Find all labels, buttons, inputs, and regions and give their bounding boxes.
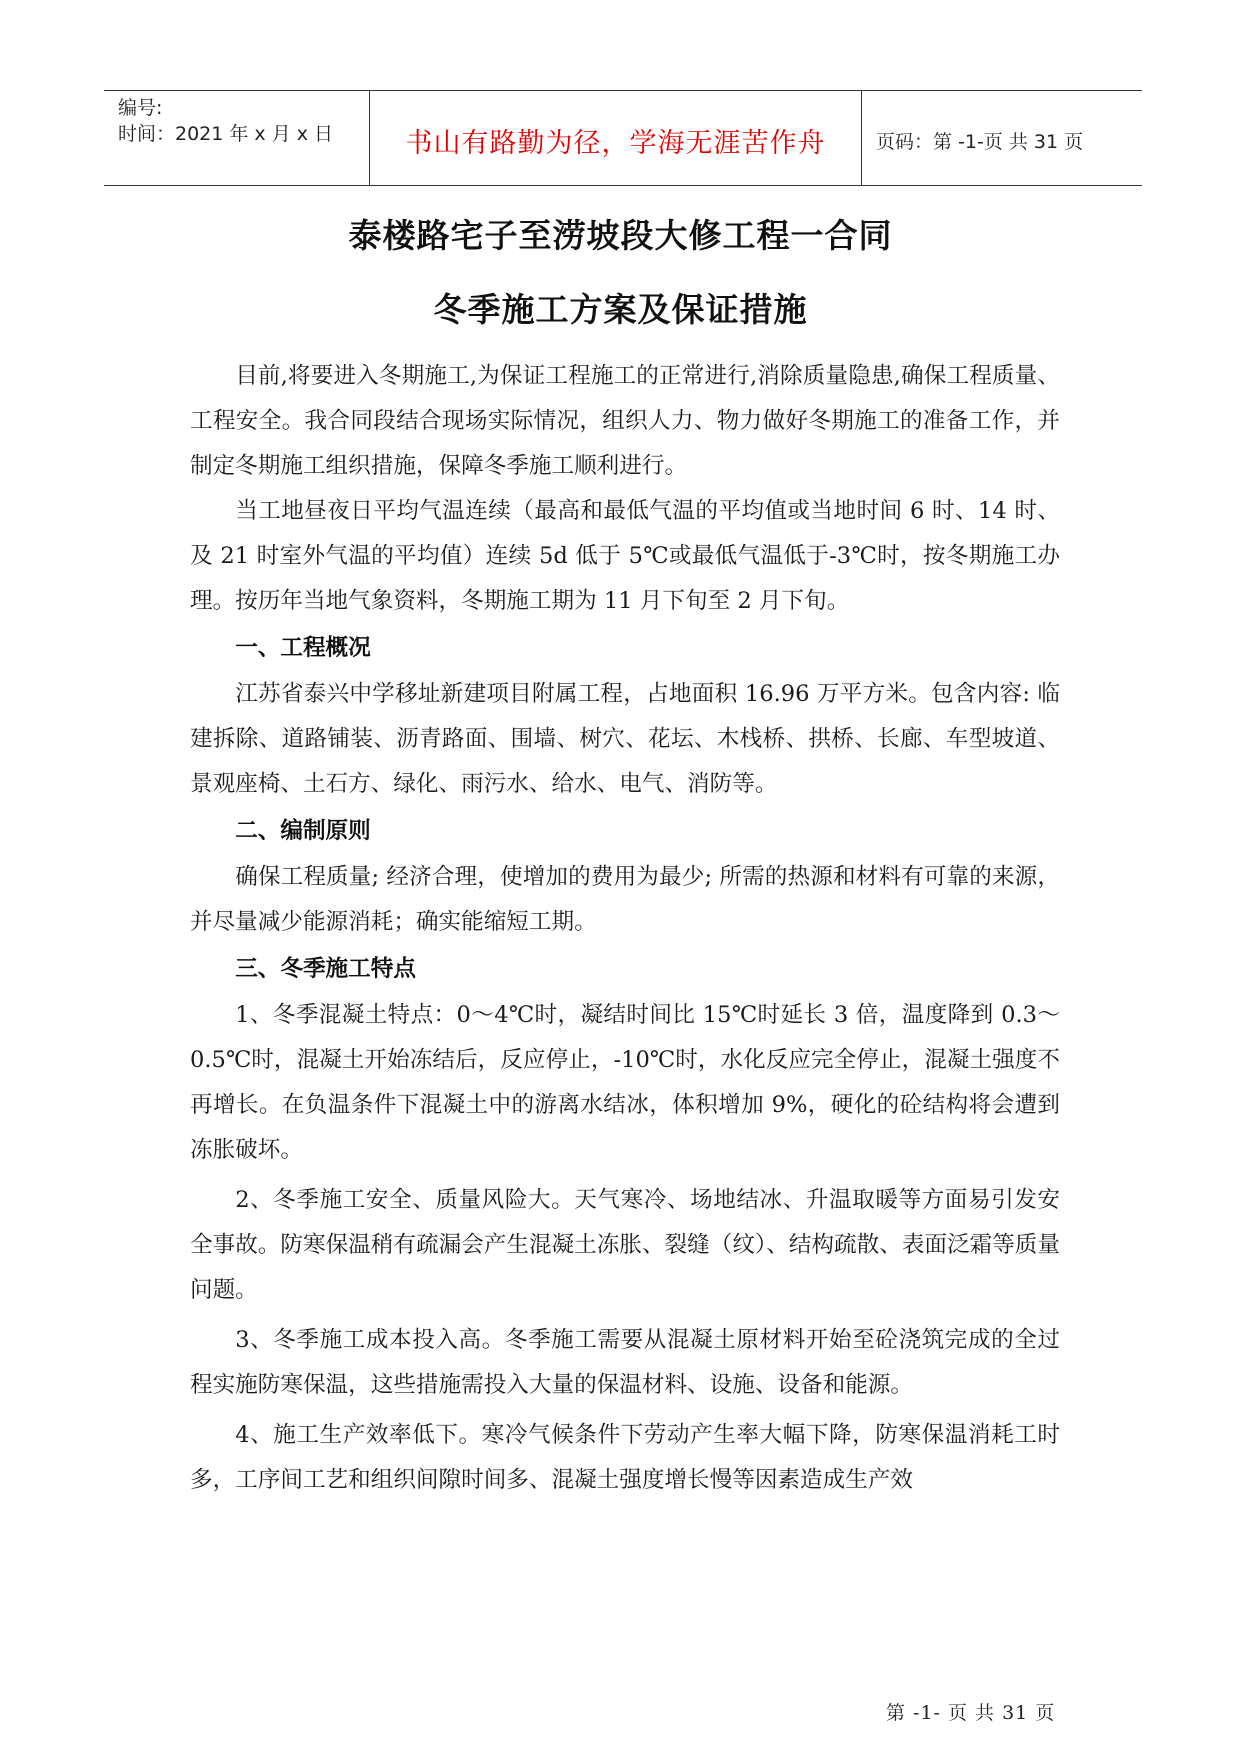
header-page-info: 页码：第 -1-页 共 31 页	[876, 131, 1084, 153]
document-time-label: 时间：2021 年 x 月 x 日	[118, 123, 334, 145]
section-heading: 二、编制原则	[235, 818, 371, 844]
document-header	[104, 90, 1142, 186]
intro-paragraph: 目前,将要进入冬期施工,为保证工程施工的正常进行,消除质量隐患,确保工程质量、工程安全。我合同段结合现场实际情况，组织人力、物力做好冬期施工的准备工作，并制定冬期施工组织措施，保障冬季施工顺利进行。	[190, 363, 1060, 479]
section-heading: 三、冬季施工特点	[235, 956, 416, 982]
list-item: 2、冬季施工安全、质量风险大。天气寒冷、场地结冰、升温取暖等方面易引发安全事故。防寒保温稍有疏漏会产生混凝土冻胀、裂缝（纹）、结构疏散、表面泛霜等质量问题。	[190, 1187, 1060, 1303]
document-title: 泰楼路宅子至涝坡段大修工程一合同	[348, 216, 893, 255]
page-footer: 第 -1- 页 共 31 页	[886, 1702, 1056, 1724]
temperature-paragraph: 当工地昼夜日平均气温连续（最高和最低气温的平均值或当地时间 6 时、14 时、及 21 时室外气温的平均值）连续 5d 低于 5℃或最低气温低于-3℃时，按冬期施工办理。按历年当地气象资料，冬期施工期为 11 月下旬至 2 月下旬。	[190, 498, 1060, 614]
section-paragraph: 确保工程质量; 经济合理，使增加的费用为最少; 所需的热源和材料有可靠的来源，并尽量减少能源消耗；确实能缩短工期。	[190, 864, 1060, 935]
header-page-cell	[862, 91, 1142, 185]
list-item: 4、施工生产效率低下。寒冷气候条件下劳动产生率大幅下降，防寒保温消耗工时多，工序间工艺和组织间隙时间多、混凝土强度增长慢等因素造成生产效	[190, 1422, 1060, 1493]
document-body	[190, 354, 1060, 1503]
list-item: 3、冬季施工成本投入高。冬季施工需要从混凝土原材料开始至砼浇筑完成的全过程实施防寒保温，这些措施需投入大量的保温材料、设施、设备和能源。	[190, 1327, 1060, 1398]
list-item: 1、冬季混凝土特点：0～4℃时，凝结时间比 15℃时延长 3 倍，温度降到 0.3～ 0.5℃时，混凝土开始冻结后，反应停止，-10℃时，水化反应完全停止，混凝土强度不再增长。在负温条件下混凝土中的游离水结冰，体积增加 9%，硬化的砼结构将会遭到冻胀破坏。	[190, 1002, 1060, 1163]
document-number-label: 编号:	[118, 97, 163, 119]
header-meta-cell	[104, 91, 370, 185]
section-heading: 一、工程概况	[235, 635, 371, 661]
document-subtitle: 冬季施工方案及保证措施	[433, 290, 808, 329]
header-motto-cell	[370, 91, 862, 185]
header-motto: 书山有路勤为径，学海无涯苦作舟	[405, 128, 826, 159]
section-paragraph: 江苏省泰兴中学移址新建项目附属工程，占地面积 16.96 万平方米。包含内容: 临建拆除、道路铺装、沥青路面、围墙、树穴、花坛、木栈桥、拱桥、长廊、车型坡道、景观座椅、土石方、绿化、雨污水、给水、电气、消防等。	[190, 681, 1060, 797]
